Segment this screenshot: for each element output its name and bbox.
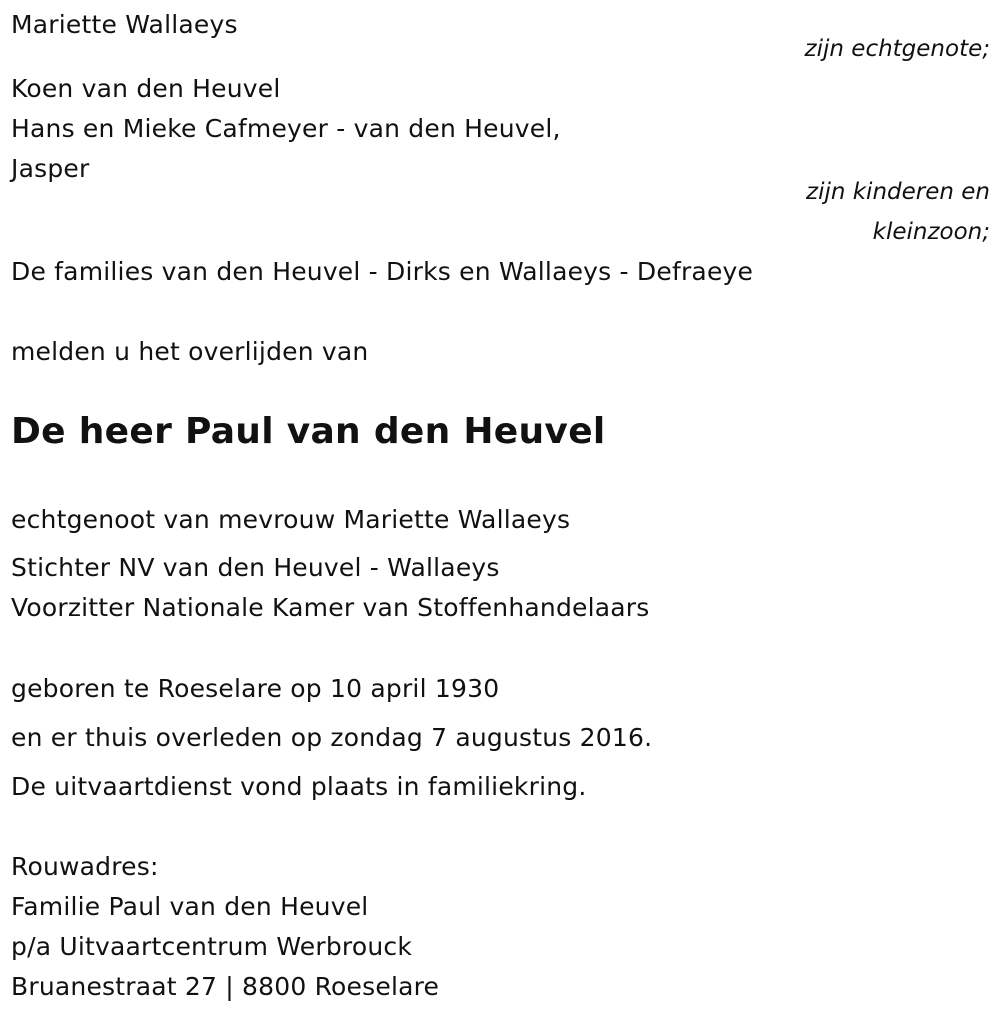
children-role-line2: kleinzoon;	[872, 219, 990, 245]
address-line-1: Familie Paul van den Heuvel	[11, 892, 369, 921]
address-line-3: Bruanestraat 27 | 8800 Roeselare	[11, 972, 440, 1001]
address-label: Rouwadres:	[11, 852, 159, 881]
deceased-name: De heer Paul van den Heuvel	[11, 411, 606, 452]
announcement-text: melden u het overlijden van	[11, 337, 369, 366]
title-founder: Stichter NV van den Heuvel - Wallaeys	[11, 553, 500, 582]
children-role-line1: zijn kinderen en	[806, 179, 990, 205]
spouse-name: Mariette Wallaeys	[11, 10, 238, 39]
title-chairman: Voorzitter Nationale Kamer van Stoffenhandelaars	[11, 593, 650, 622]
child-name-2: Hans en Mieke Cafmeyer - van den Heuvel,	[11, 114, 561, 143]
spouse-of-line: echtgenoot van mevrouw Mariette Wallaeys	[11, 505, 571, 534]
grandchild-name: Jasper	[11, 154, 90, 183]
spouse-role: zijn echtgenote;	[804, 36, 990, 62]
extended-families: De families van den Heuvel - Dirks en Wallaeys - Defraeye	[11, 257, 754, 286]
birth-line: geboren te Roeselare op 10 april 1930	[11, 674, 500, 703]
funeral-line: De uitvaartdienst vond plaats in familiekring.	[11, 772, 587, 801]
child-name-1: Koen van den Heuvel	[11, 74, 281, 103]
address-line-2: p/a Uitvaartcentrum Werbrouck	[11, 932, 412, 961]
death-line: en er thuis overleden op zondag 7 augustus 2016.	[11, 723, 653, 752]
